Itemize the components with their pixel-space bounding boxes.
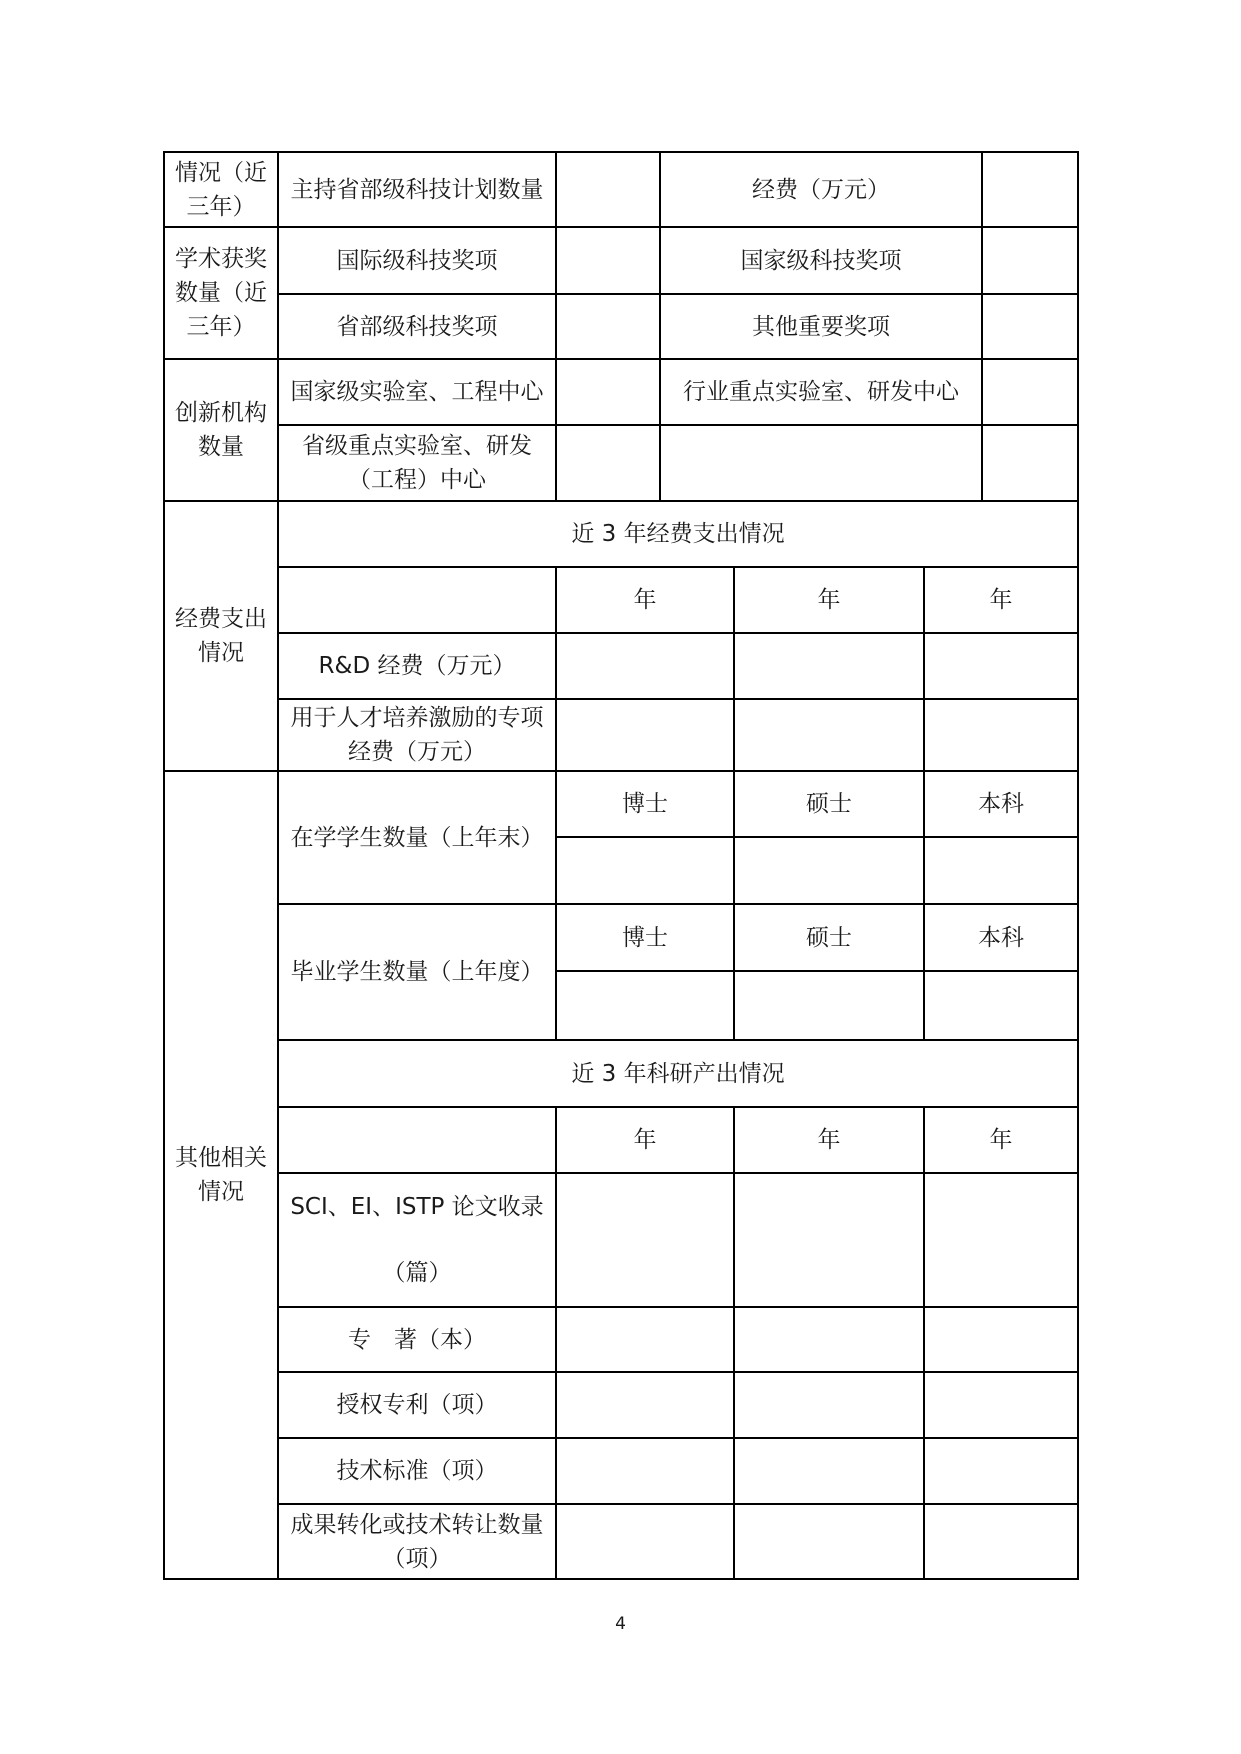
- field-input[interactable]: [924, 699, 1078, 771]
- year-header: 年: [556, 567, 734, 633]
- field-input[interactable]: [556, 971, 734, 1040]
- field-input[interactable]: [734, 837, 924, 904]
- research-row: [164, 1438, 1078, 1504]
- field-input[interactable]: [556, 633, 734, 699]
- statistics-form-table: [163, 151, 1079, 1580]
- year-header: 年: [924, 567, 1078, 633]
- field-input[interactable]: [924, 633, 1078, 699]
- field-input[interactable]: [556, 1372, 734, 1438]
- field-input[interactable]: [734, 1307, 924, 1372]
- degree-header: 博士: [556, 904, 734, 971]
- field-label: 专 著（本）: [278, 1307, 556, 1372]
- field-input[interactable]: [556, 359, 660, 425]
- enrolled-label: 在学学生数量（上年末）: [278, 771, 556, 904]
- graduated-label: 毕业学生数量（上年度）: [278, 904, 556, 1040]
- field-label: 授权专利（项）: [278, 1372, 556, 1438]
- expenditure-title: 近 3 年经费支出情况: [278, 501, 1078, 567]
- field-label: 其他重要奖项: [660, 294, 982, 359]
- field-input[interactable]: [924, 1504, 1078, 1579]
- field-input[interactable]: [982, 152, 1078, 227]
- section-label-awards: 学术获奖数量（近三年）: [164, 227, 278, 359]
- field-input[interactable]: [660, 425, 982, 501]
- field-input[interactable]: [734, 1504, 924, 1579]
- year-header: 年: [556, 1107, 734, 1173]
- field-label: 省级重点实验室、研发（工程）中心: [278, 425, 556, 501]
- institutions-row: [164, 359, 1078, 425]
- year-header: 年: [924, 1107, 1078, 1173]
- year-header: 年: [734, 567, 924, 633]
- year-header: 年: [734, 1107, 924, 1173]
- field-input[interactable]: [734, 1173, 924, 1307]
- research-row: [164, 1173, 1078, 1307]
- field-input[interactable]: [556, 1173, 734, 1307]
- page-number: 4: [615, 1614, 626, 1634]
- field-label: SCI、EI、ISTP 论文收录（篇）: [278, 1173, 556, 1307]
- section-label-expenditure: 经费支出情况: [164, 501, 278, 771]
- field-input[interactable]: [556, 1307, 734, 1372]
- degree-header: 博士: [556, 771, 734, 837]
- field-input[interactable]: [556, 227, 660, 294]
- field-input[interactable]: [982, 227, 1078, 294]
- field-input[interactable]: [556, 152, 660, 227]
- section-label-other: 其他相关情况: [164, 771, 278, 1579]
- institutions-row: [164, 425, 1078, 501]
- section-label-projects: 情况（近三年）: [164, 152, 278, 227]
- field-input[interactable]: [924, 1173, 1078, 1307]
- expenditure-title-row: [164, 501, 1078, 567]
- field-label: 成果转化或技术转让数量（项）: [278, 1504, 556, 1579]
- field-label: 国家级科技奖项: [660, 227, 982, 294]
- field-label: 经费（万元）: [660, 152, 982, 227]
- field-input[interactable]: [556, 1438, 734, 1504]
- research-row: [164, 1504, 1078, 1579]
- research-year-header-row: [164, 1107, 1078, 1173]
- field-label: R&D 经费（万元）: [278, 633, 556, 699]
- enrolled-header-row: [164, 771, 1078, 837]
- field-input[interactable]: [982, 294, 1078, 359]
- field-input[interactable]: [556, 837, 734, 904]
- awards-row: [164, 294, 1078, 359]
- degree-header: 硕士: [734, 771, 924, 837]
- field-input[interactable]: [734, 1372, 924, 1438]
- field-input[interactable]: [924, 1372, 1078, 1438]
- research-row: [164, 1372, 1078, 1438]
- field-label: 技术标准（项）: [278, 1438, 556, 1504]
- field-label: 用于人才培养激励的专项经费（万元）: [278, 699, 556, 771]
- research-row: [164, 1307, 1078, 1372]
- field-label: 省部级科技奖项: [278, 294, 556, 359]
- field-label: 行业重点实验室、研发中心: [660, 359, 982, 425]
- blank-header-cell: [278, 1107, 556, 1173]
- field-input[interactable]: [734, 699, 924, 771]
- field-input[interactable]: [924, 837, 1078, 904]
- field-input[interactable]: [556, 699, 734, 771]
- blank-header-cell: [278, 567, 556, 633]
- section-label-institutions: 创新机构数量: [164, 359, 278, 501]
- degree-header: 本科: [924, 771, 1078, 837]
- field-input[interactable]: [556, 294, 660, 359]
- degree-header: 硕士: [734, 904, 924, 971]
- field-input[interactable]: [734, 971, 924, 1040]
- field-input[interactable]: [734, 633, 924, 699]
- field-input[interactable]: [924, 1307, 1078, 1372]
- projects-row: [164, 152, 1078, 227]
- research-title: 近 3 年科研产出情况: [278, 1040, 1078, 1107]
- field-input[interactable]: [982, 359, 1078, 425]
- field-label: 主持省部级科技计划数量: [278, 152, 556, 227]
- field-label: 国家级实验室、工程中心: [278, 359, 556, 425]
- graduated-header-row: [164, 904, 1078, 971]
- field-input[interactable]: [982, 425, 1078, 501]
- awards-row: [164, 227, 1078, 294]
- field-input[interactable]: [924, 971, 1078, 1040]
- field-input[interactable]: [734, 1438, 924, 1504]
- field-input[interactable]: [556, 1504, 734, 1579]
- field-label: 国际级科技奖项: [278, 227, 556, 294]
- expenditure-row: [164, 699, 1078, 771]
- field-input[interactable]: [556, 425, 660, 501]
- field-input[interactable]: [924, 1438, 1078, 1504]
- expenditure-year-header-row: [164, 567, 1078, 633]
- degree-header: 本科: [924, 904, 1078, 971]
- research-title-row: [164, 1040, 1078, 1107]
- expenditure-row: [164, 633, 1078, 699]
